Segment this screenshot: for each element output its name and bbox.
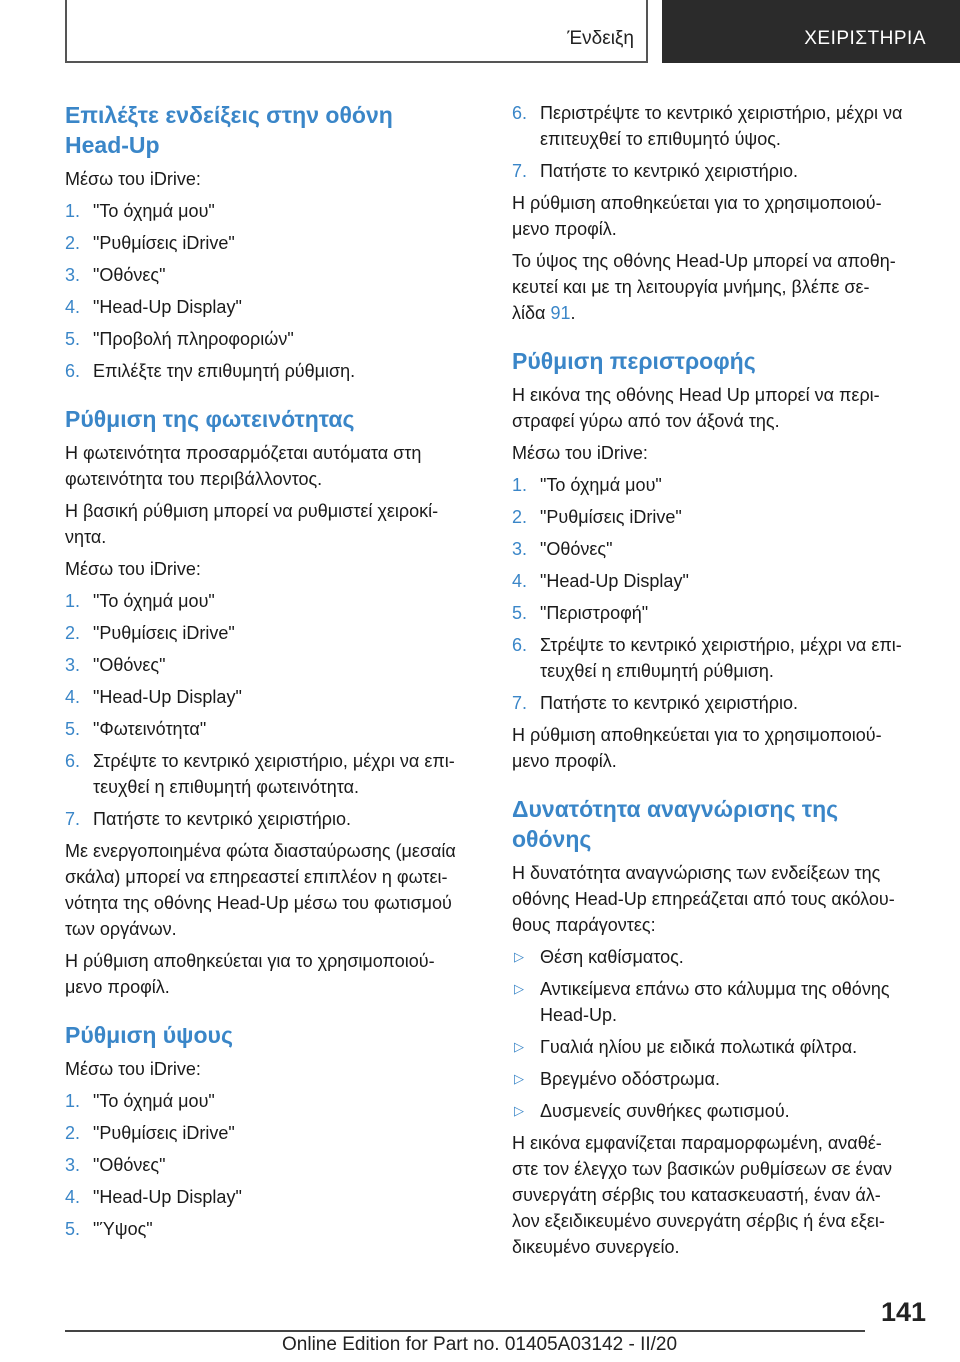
paragraph: Η ρύθμιση αποθηκεύεται για το χρησιμοποιού- μενο προφίλ. [512, 725, 882, 771]
list-item: 3. "Οθόνες" [512, 539, 613, 559]
page-link[interactable]: 91 [550, 303, 571, 323]
paragraph: Η εικόνα εμφανίζεται παραμορφωμένη, αναθέ- στε τον έλεγχο των βασικών ρυθμίσεων σε έναν συνεργάτη σέρβις του κατασκευαστή, έναν άλ- λον εξειδικευμένο συνεργάτη σέρβις ή ένα εξει- δικευμένο συνεργείο. [512, 1133, 892, 1257]
paragraph: Η βασική ρύθμιση μπορεί να ρυθμιστεί χειροκί- νητα. [65, 501, 439, 547]
triangle-bullet-icon: ▷ [514, 1071, 524, 1086]
paragraph: Η φωτεινότητα προσαρμόζεται αυτόματα στη φωτεινότητα του περιβάλλοντος. [65, 443, 422, 489]
footer-edition: Online Edition for Part no. 01405A03142 - II/20 [282, 1334, 678, 1355]
list-item: 2. "Ρυθμίσεις iDrive" [512, 507, 682, 527]
list-item: 1. "Το όχημά μου" [512, 475, 662, 495]
list-item: ▷ Αντικείμενα επάνω στο κάλυμμα της οθόνης Head-Up. [512, 976, 930, 1028]
list-item: ▷ Βρεγμένο οδόστρωμα. [512, 1066, 930, 1092]
heading-select-displays: Επιλέξτε ενδείξεις στην οθόνη Head-Up [65, 102, 393, 158]
paragraph: Μέσω του iDrive: [65, 559, 201, 579]
list-item: 4. "Head-Up Display" [65, 1187, 242, 1207]
left-column [65, 100, 485, 1248]
list-item: 1. "Το όχημά μου" [65, 1091, 215, 1111]
chapter-title: ΧΕΙΡΙΣΤΗΡΙΑ [804, 28, 926, 49]
steps-list [65, 1088, 485, 1242]
steps-list [65, 198, 485, 384]
right-column [512, 100, 930, 1266]
triangle-bullet-icon: ▷ [514, 1039, 524, 1054]
list-item: ▷ Γυαλιά ηλίου με ειδικά πολωτικά φίλτρα. [512, 1034, 930, 1060]
list-item: 1. "Το όχημά μου" [65, 591, 215, 611]
paragraph: Η ρύθμιση αποθηκεύεται για το χρησιμοποιού- μενο προφίλ. [512, 193, 882, 239]
paragraph: Μέσω του iDrive: [65, 169, 201, 189]
list-item: 7. Πατήστε το κεντρικό χειριστήριο. [512, 693, 798, 713]
steps-list [512, 472, 930, 716]
list-item: 6. Περιστρέψτε το κεντρικό χειριστήριο, μέχρι να επιτευχθεί το επιθυμητό ύψος. [512, 103, 903, 149]
paragraph: Μέσω του iDrive: [512, 443, 648, 463]
list-item: 2. "Ρυθμίσεις iDrive" [65, 233, 235, 253]
list-item: 1. "Το όχημά μου" [65, 201, 215, 221]
list-item: 6. Επιλέξτε την επιθυμητή ρύθμιση. [65, 361, 356, 381]
list-item: 5. "Φωτεινότητα" [65, 719, 207, 739]
list-item: 4. "Head-Up Display" [512, 571, 689, 591]
bullet-list [512, 944, 930, 1124]
list-item: 2. "Ρυθμίσεις iDrive" [65, 623, 235, 643]
list-item: 3. "Οθόνες" [65, 1155, 166, 1175]
list-item: ▷ Θέση καθίσματος. [512, 944, 930, 970]
paragraph: Μέσω του iDrive: [65, 1059, 201, 1079]
heading-brightness: Ρύθμιση της φωτεινότητας [65, 406, 355, 432]
paragraph: Η δυνατότητα αναγνώρισης των ενδείξεων της οθόνης Head-Up επηρεάζεται από τους ακόλου- θους παράγοντες: [512, 863, 895, 935]
list-item: 4. "Head-Up Display" [65, 687, 242, 707]
list-item: ▷ Δυσμενείς συνθήκες φωτισμού. [512, 1098, 930, 1124]
list-item: 3. "Οθόνες" [65, 265, 166, 285]
heading-height: Ρύθμιση ύψους [65, 1022, 233, 1048]
paragraph: Το ύψος της οθόνης Head-Up μπορεί να αποθη- κευτεί και με τη λειτουργία μνήμης, βλέπε σε- λίδα 91. [512, 251, 896, 323]
header-chapter-tab[interactable] [662, 0, 960, 63]
paragraph: Η εικόνα της οθόνης Head Up μπορεί να περι- στραφεί γύρω από τον άξονά της. [512, 385, 880, 431]
paragraph: Η ρύθμιση αποθηκεύεται για το χρησιμοποιού- μενο προφίλ. [65, 951, 435, 997]
triangle-bullet-icon: ▷ [514, 1103, 524, 1118]
heading-rotation: Ρύθμιση περιστροφής [512, 348, 756, 374]
section-title: Ένδειξη [567, 28, 634, 49]
heading-readability: Δυνατότητα αναγνώρισης της οθόνης [512, 796, 839, 852]
list-item: 6. Στρέψτε το κεντρικό χειριστήριο, μέχρι να επι- τευχθεί η επιθυμητή ρύθμιση. [512, 635, 902, 681]
list-item: 5. "Ύψος" [65, 1219, 153, 1239]
triangle-bullet-icon: ▷ [514, 949, 524, 964]
list-item: 6. Στρέψτε το κεντρικό χειριστήριο, μέχρι να επι- τευχθεί η επιθυμητή φωτεινότητα. [65, 751, 455, 797]
page-number: 141 [880, 1297, 926, 1327]
list-item: 2. "Ρυθμίσεις iDrive" [65, 1123, 235, 1143]
footer-divider [65, 1330, 865, 1332]
triangle-bullet-icon: ▷ [514, 981, 524, 996]
list-item: 3. "Οθόνες" [65, 655, 166, 675]
list-item: 5. "Προβολή πληροφοριών" [65, 329, 294, 349]
steps-list [512, 100, 930, 184]
steps-list [65, 588, 485, 832]
list-item: 7. Πατήστε το κεντρικό χειριστήριο. [65, 809, 351, 829]
paragraph: Με ενεργοποιημένα φώτα διασταύρωσης (μεσαία σκάλα) μπορεί να επηρεαστεί επιπλέον η φωτει- νότητα της οθόνης Head-Up μέσω του φωτισμού των οργάνων. [65, 841, 456, 939]
list-item: 7. Πατήστε το κεντρικό χειριστήριο. [512, 161, 798, 181]
list-item: 4. "Head-Up Display" [65, 297, 242, 317]
header-section-box [65, 0, 648, 63]
list-item: 5. "Περιστροφή" [512, 603, 649, 623]
